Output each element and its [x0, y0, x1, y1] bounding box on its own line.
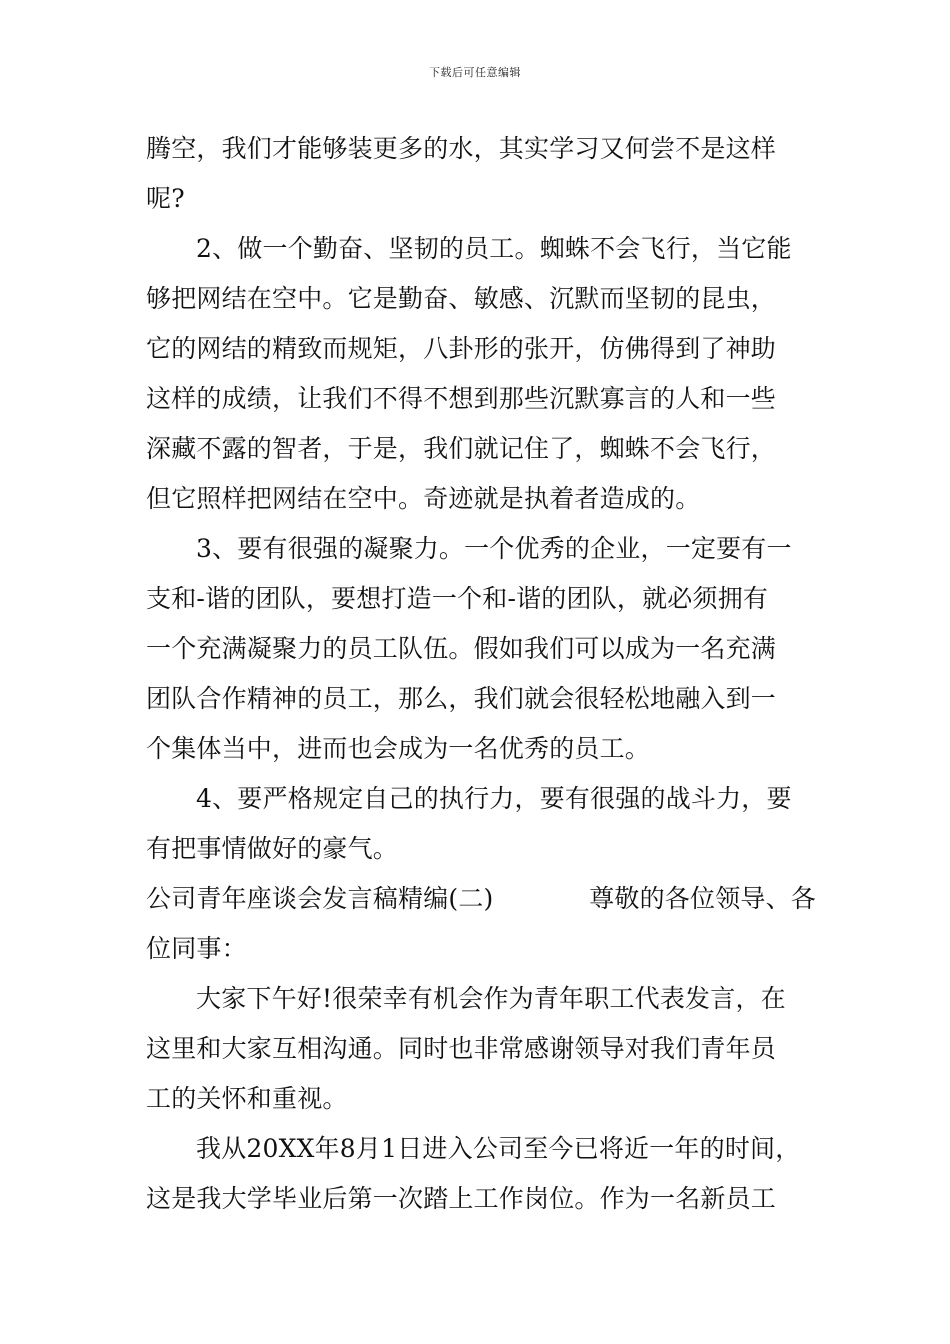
paragraph-line: 一个充满凝聚力的员工队伍。假如我们可以成为一名充满 — [146, 634, 777, 663]
paragraph-line: 深藏不露的智者，于是，我们就记住了，蜘蛛不会飞行， — [146, 434, 777, 463]
document-body — [146, 124, 816, 1224]
paragraph-line: 呢? — [146, 184, 185, 213]
paragraph-line: 有把事情做好的豪气。 — [146, 834, 399, 863]
section-title-line — [146, 874, 816, 924]
paragraph-line: 个集体当中，进而也会成为一名优秀的员工。 — [146, 734, 651, 763]
paragraph-line: 位同事： — [146, 934, 247, 963]
paragraph-line: 这里和大家互相沟通。同时也非常感谢领导对我们青年员 — [146, 1034, 777, 1063]
paragraph-line: 大家下午好!很荣幸有机会作为青年职工代表发言，在 — [196, 984, 786, 1013]
paragraph-line: 它的网结的精致而规矩，八卦形的张开，仿佛得到了神助 — [146, 334, 777, 363]
paragraph-line: 这是我大学毕业后第一次踏上工作岗位。作为一名新员工 — [146, 1184, 777, 1213]
paragraph-line: 4、要严格规定自己的执行力，要有很强的战斗力，要 — [196, 784, 792, 813]
page-header: 下载后可任意编辑 — [429, 66, 521, 79]
section-title: 公司青年座谈会发言稿精编(二) — [146, 884, 494, 913]
salutation-start: 尊敬的各位领导、各 — [589, 884, 816, 913]
paragraph-line: 我从20XX年8月1日进入公司至今已将近一年的时间， — [196, 1134, 801, 1163]
paragraph-line: 工的关怀和重视。 — [146, 1084, 348, 1113]
paragraph-line: 支和-谐的团队，要想打造一个和-谐的团队，就必须拥有 — [146, 584, 769, 613]
paragraph-line: 3、要有很强的凝聚力。一个优秀的企业，一定要有一 — [196, 534, 792, 563]
paragraph-line: 但它照样把网结在空中。奇迹就是执着者造成的。 — [146, 484, 701, 513]
paragraph-line: 2、做一个勤奋、坚韧的员工。蜘蛛不会飞行，当它能 — [196, 234, 792, 263]
paragraph-line: 团队合作精神的员工，那么，我们就会很轻松地融入到一 — [146, 684, 777, 713]
paragraph-line: 腾空，我们才能够装更多的水，其实学习又何尝不是这样 — [146, 134, 777, 163]
paragraph-line: 这样的成绩，让我们不得不想到那些沉默寡言的人和一些 — [146, 384, 777, 413]
paragraph-line: 够把网结在空中。它是勤奋、敏感、沉默而坚韧的昆虫， — [146, 284, 777, 313]
